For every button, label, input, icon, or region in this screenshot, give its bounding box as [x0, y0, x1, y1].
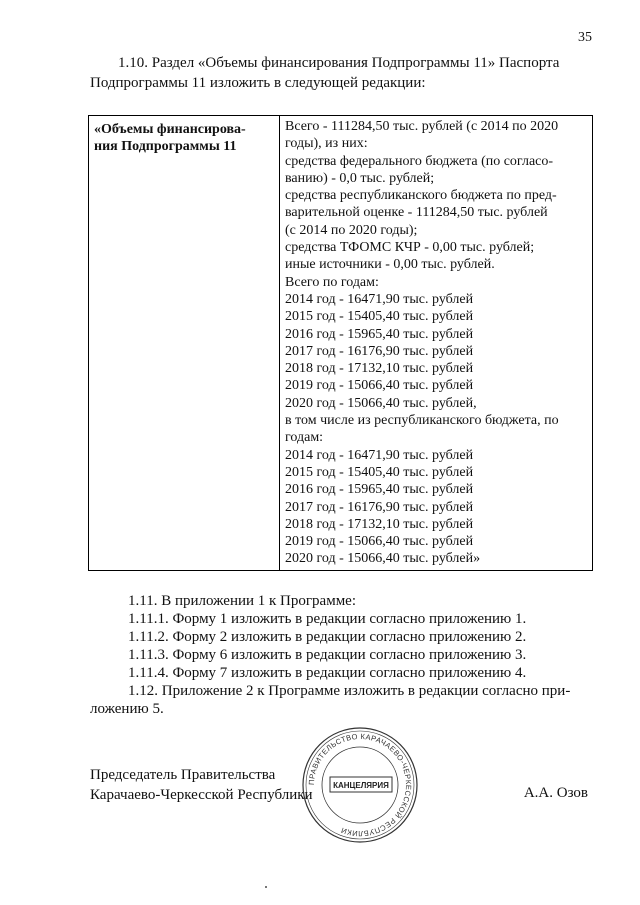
- value-line: 2019 год - 15066,40 тыс. рублей: [285, 534, 474, 550]
- stamp-center-text: КАНЦЕЛЯРИЯ: [333, 781, 389, 790]
- official-stamp: [300, 725, 420, 845]
- value-line: Всего по годам:: [285, 274, 379, 290]
- list-item: 1.11.4. Форму 7 изложить в редакции согласно приложению 4.: [128, 665, 527, 681]
- table-label-cell: [89, 116, 280, 571]
- signatory-title-line-2: Карачаево-Черкесской Республики: [90, 787, 313, 803]
- value-line: 2019 год - 15066,40 тыс. рублей: [285, 378, 474, 394]
- intro-paragraph: [90, 53, 590, 93]
- signatory-title-line-1: Председатель Правительства: [90, 767, 276, 783]
- page-number: 35: [578, 30, 592, 45]
- list-item: 1.12. Приложение 2 к Программе изложить в редакции согласно при-: [128, 683, 571, 699]
- value-line: Всего - 111284,50 тыс. рублей (с 2014 по 2020: [285, 119, 559, 134]
- value-line: годы), из них:: [285, 136, 368, 152]
- table-value-cell: [280, 116, 593, 571]
- value-line: 2016 год - 15965,40 тыс. рублей: [285, 482, 474, 498]
- value-line: 2015 год - 15405,40 тыс. рублей: [285, 309, 474, 325]
- signatory-name: А.А. Озов: [523, 785, 588, 801]
- label-line-1: «Объемы финансирова-: [94, 122, 246, 137]
- value-line: 2018 год - 17132,10 тыс. рублей: [285, 361, 474, 377]
- signatory-title: [90, 765, 313, 805]
- value-line: варительной оценке - 111284,50 тыс. рублей: [285, 205, 548, 221]
- value-line: иные источники - 0,00 тыс. рублей.: [285, 257, 495, 273]
- value-line: средства федерального бюджета (по согласо-: [285, 153, 554, 169]
- value-line: 2018 год - 17132,10 тыс. рублей: [285, 516, 474, 532]
- intro-line-2: Подпрограммы 11 изложить в следующей редакции:: [90, 75, 426, 91]
- value-line: 2020 год - 15066,40 тыс. рублей»: [285, 551, 481, 567]
- value-line: 2017 год - 16176,90 тыс. рублей: [285, 343, 474, 359]
- value-line: (с 2014 по 2020 годы);: [285, 222, 418, 238]
- stamp-ring-text: ПРАВИТЕЛЬСТВО КАРАЧАЕВО-ЧЕРКЕССКОЙ РЕСПУБЛИКИ: [306, 731, 414, 839]
- value-line: 2016 год - 15965,40 тыс. рублей: [285, 326, 474, 342]
- list-item: 1.11.3. Форму 6 изложить в редакции согласно приложению 3.: [128, 647, 527, 663]
- list-item: 1.11.2. Форму 2 изложить в редакции согласно приложению 2.: [128, 629, 527, 645]
- value-line: 2014 год - 16471,90 тыс. рублей: [285, 291, 474, 307]
- list-item: 1.11. В приложении 1 к Программе:: [128, 593, 357, 609]
- value-line: 2014 год - 16471,90 тыс. рублей: [285, 447, 474, 463]
- value-line: средства ТФОМС КЧР - 0,00 тыс. рублей;: [285, 240, 535, 256]
- value-line: 2017 год - 16176,90 тыс. рублей: [285, 499, 474, 515]
- value-line: 2020 год - 15066,40 тыс. рублей,: [285, 395, 477, 411]
- financing-table: [88, 115, 593, 571]
- value-line: 2015 год - 15405,40 тыс. рублей: [285, 464, 474, 480]
- value-line: годам:: [285, 430, 324, 446]
- value-line: в том числе из республиканского бюджета, по: [285, 413, 559, 429]
- list-item: 1.11.1. Форму 1 изложить в редакции согласно приложению 1.: [128, 611, 527, 627]
- value-line: средства республиканского бюджета по пред-: [285, 188, 557, 204]
- scan-speck: [265, 886, 267, 888]
- instructions-list: [90, 592, 590, 718]
- label-line-2: ния Подпрограммы 11: [94, 139, 237, 154]
- list-item-continuation: ложению 5.: [90, 701, 164, 717]
- table-row: [89, 116, 593, 571]
- intro-line-1: 1.10. Раздел «Объемы финансирования Подпрограммы 11» Паспорта: [118, 55, 560, 71]
- value-line: ванию) - 0,0 тыс. рублей;: [285, 170, 435, 186]
